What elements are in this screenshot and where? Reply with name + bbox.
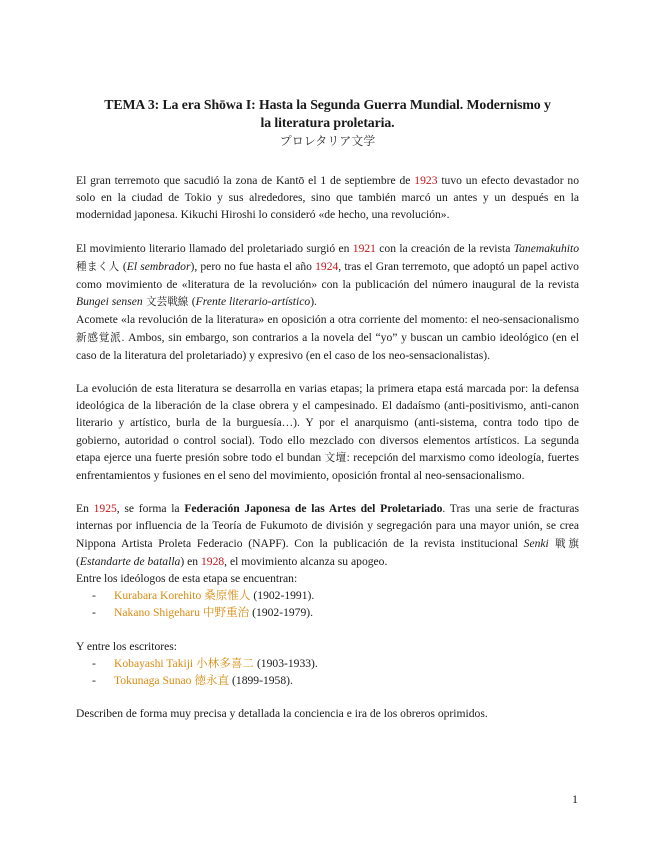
ideologues-intro: Entre los ideólogos de esta etapa se encuentran:	[76, 572, 298, 586]
text: El movimiento literario llamado del proletariado surgió en	[76, 241, 353, 255]
text: tuvo un efecto devastador no solo en la ciudad de Tokio y sus alrededores, sino que también marcó un antes y un después en la modernidad japonesa. Kikuchi Hiroshi lo consideró «de hecho, una revolución».	[76, 174, 580, 222]
japanese-text: 文芸戦線	[142, 296, 192, 309]
magazine-translation: El sembrador	[126, 259, 191, 273]
list-item	[92, 655, 579, 672]
writers-intro: Y entre los escritores:	[76, 639, 177, 653]
year-highlight: 1928	[200, 554, 225, 568]
magazine-name: Bungei sensen	[76, 295, 143, 309]
author-name: Kurabara Korehito 桑原惟人	[114, 589, 251, 603]
list-item	[92, 587, 579, 604]
text: , se forma la	[116, 502, 185, 516]
document-page	[76, 96, 579, 722]
text: . Tras una serie de fracturas internas por influencia de la Teoría de Fukumoto de división y segregación para una mayor unión, se crea Nippona Artista Proleta Federacio (NAPF). Con la publicación de la revista institucional	[76, 502, 580, 550]
text: En	[76, 502, 94, 516]
paragraph-2	[76, 240, 579, 312]
title-line-2: la literatura proletaria.	[260, 115, 395, 130]
paragraph-4	[76, 380, 579, 484]
page-number: 1	[572, 792, 578, 806]
text: (	[76, 554, 80, 568]
text: (	[191, 295, 196, 309]
text: , tras el Gran terremoto, que adoptó un papel activo como movimiento de «literatura de la revolución» con la publicación del número inaugural de la revista	[76, 259, 579, 292]
magazine-name: Senki	[523, 536, 549, 550]
author-dates: (1902-1991).	[253, 589, 315, 603]
author-dates: (1902-1979).	[252, 606, 314, 620]
magazine-translation: Estandarte de batalla	[79, 554, 181, 568]
paragraph-3	[76, 311, 579, 364]
paragraph-5	[76, 500, 579, 570]
author-dates: (1899-1958).	[232, 674, 293, 688]
text: : recepción del marxismo como ideología, fuertes enfrentamientos y fusiones en el seno del movimiento, oposición frontal al neo-sensacionalismo.	[76, 450, 579, 483]
text: El gran terremoto que sacudió la zona de Kantō el 1 de septiembre de	[76, 174, 415, 187]
author-name: Tokunaga Sunao 徳永直	[114, 674, 230, 688]
ideologues-list	[76, 587, 579, 621]
text: ).	[310, 295, 317, 309]
text: , el movimiento alcanza su apogeo.	[224, 554, 388, 568]
text: (	[122, 259, 127, 273]
writers-list	[76, 655, 579, 689]
paragraph-1	[76, 172, 579, 224]
author-dates: (1903-1933).	[256, 656, 318, 670]
japanese-text: 種まく人	[76, 260, 123, 273]
title-line-1: TEMA 3: La era Shōwa I: Hasta la Segunda Guerra Mundial. Modernismo y	[104, 97, 551, 112]
year-highlight: 1921	[352, 241, 376, 255]
page-subtitle: プロレタリア文学	[279, 134, 376, 148]
list-item	[92, 604, 579, 621]
page-title	[76, 96, 579, 132]
text: ) en	[180, 554, 201, 568]
text: La evolución de esta literatura se desarrolla en varias etapas; la primera etapa está marcada por: la defensa ideológica de la liberación de la clase obrera y el campesinado. El dadaísmo (anti-positivismo, anti-canon literario y artístico, burla de la burguesía…). Y por el anarquismo (anti-sistema, contra todo tipo de gobierno, autoridad o control social). Todo ello mezclado con diversos elementos artísticos. La segunda etapa ejerce una fuerte presión sobre todo el bundan	[76, 382, 579, 464]
text: con la creación de la revista	[375, 241, 514, 255]
closing-paragraph: Describen de forma muy precisa y detallada la conciencia e ira de los obreros oprimidos.	[76, 707, 488, 721]
author-name: Nakano Shigeharu 中野重治	[114, 606, 250, 620]
year-highlight: 1923	[414, 174, 438, 187]
japanese-text: 文壇	[324, 451, 347, 464]
organization-name: Federación Japonesa de las Artes del Proletariado	[184, 502, 443, 516]
magazine-name: Tanemakuhito	[513, 241, 579, 255]
magazine-translation: Frente literario-artístico	[195, 295, 311, 309]
japanese-text: 新感覚派	[76, 331, 122, 344]
author-name: Kobayashi Takiji 小林多喜二	[114, 656, 255, 670]
text: . Ambos, sin embargo, son contrarios a la novela del “yo” y buscan un cambio ideológico (en el caso de la literatura del proletariado) y expresivo (en el caso de los neo-sensacionalistas).	[76, 330, 579, 362]
text: Acomete «la revolución de la literatura» en oposición a otra corriente del momento: el neo-sensacionalismo	[76, 313, 579, 327]
year-highlight: 1925	[93, 502, 117, 516]
japanese-text: 戦旗	[548, 537, 579, 550]
list-item	[92, 672, 579, 689]
text: ), pero no fue hasta el año	[190, 259, 316, 273]
year-highlight: 1924	[315, 259, 339, 273]
